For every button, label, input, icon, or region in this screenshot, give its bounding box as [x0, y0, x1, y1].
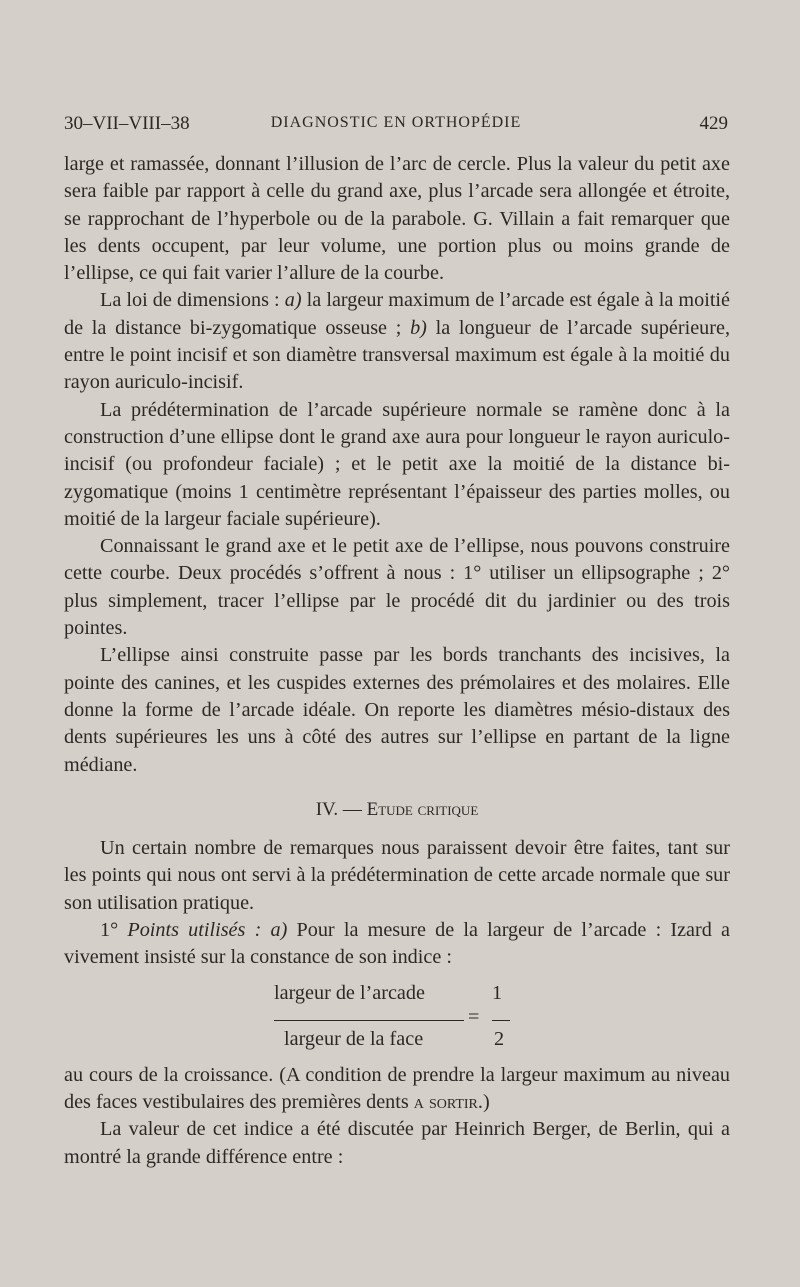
paragraph-4: Connaissant le grand axe et le petit axe de l’ellipse, nous pouvons construire cette courbe. Deux procédés s’offrent à nous : 1° utiliser un ellipsographe ; 2° plus simplement, tracer l’ellipse par le procédé dit du jardinier ou des trois pointes.: [64, 535, 730, 640]
fraction-bar-right: [492, 1020, 510, 1021]
header-title: DIAGNOSTIC EN ORTHOPÉDIE: [270, 114, 522, 131]
p2-a: a): [284, 289, 302, 312]
paragraph-9: La valeur de cet indice a été discutée par Heinrich Berger, de Berlin, qui a montré la grande différence entre :: [64, 1118, 730, 1168]
p2-b: b): [410, 316, 427, 339]
paragraph-6: Un certain nombre de remarques nous paraissent devoir être faites, tant sur les points qui nous ont servi à la prédétermination de cette arcade normale que sur son utilisation pratique.: [64, 837, 730, 914]
paragraph-5: L’ellipse ainsi construite passe par les bords tranchants des incisives, la pointe des canines, et les cuspides externes des prémolaires et des molaires. Elle donne la forme de l’arcade idéale. On reporte les diamètres mésio-distaux des dents supérieures les uns à côté des autres sur l’ellipse en partant de la ligne médiane.: [64, 644, 730, 776]
formula-denominator: largeur de la face: [284, 1027, 424, 1050]
p7-rest: Pour la mesure de la largeur de l’arcade : Izard a vivement insisté sur la constance de son indice :: [64, 919, 730, 969]
paragraph-1: large et ramassée, donnant l’illusion de l’arc de cercle. Plus la valeur du petit axe sera faible par rapport à celle du grand axe, plus l’arcade sera allongée et étroite, se rapprochant de l’hyperbole ou de la parabole. G. Villain a fait remarquer que les dents occupent, par leur volume, une portion plus ou moins grande de l’ellipse, ce qui fait varier l’allure de la courbe.: [64, 153, 730, 285]
p2-start: La loi de dimensions :: [100, 289, 285, 312]
p8-smallcaps: a sortir: [413, 1090, 478, 1113]
page-number: 429: [699, 113, 728, 134]
p7-italic: Points utilisés : a): [127, 919, 288, 942]
header-code: 30–VII–VIII–38: [64, 113, 190, 134]
formula-right-denominator: 2: [494, 1027, 505, 1050]
formula-equals: =: [468, 1005, 480, 1028]
formula: [64, 980, 730, 1060]
paragraph-7: [64, 917, 730, 972]
running-header: [64, 113, 728, 139]
formula-numerator: largeur de l’arcade: [274, 981, 425, 1004]
paragraph-8: [64, 1062, 730, 1117]
p7-num: 1°: [100, 919, 128, 942]
section-title: IV. — Etude critique: [315, 798, 479, 820]
paragraph-2: [64, 287, 730, 396]
body-text: [64, 151, 730, 1171]
p8-end: .): [477, 1090, 490, 1113]
formula-right-numerator: 1: [492, 981, 503, 1004]
p2-end: la longueur de l’arcade supérieure, entre le point incisif et son diamètre transversal maximum est égale à la moitié du rayon auriculo-incisif.: [64, 316, 730, 394]
fraction-bar: [274, 1020, 464, 1021]
paragraph-3: La prédétermination de l’arcade supérieure normale se ramène donc à la construction d’une ellipse dont le grand axe aura pour longueur le rayon auriculo-incisif (ou profondeur faciale) ; et le petit axe la moitié de la distance bi-zygomatique (moins 1 centimètre représentant l’épaisseur des parties molles, ou moitié de la largeur faciale supérieure).: [64, 398, 730, 530]
p8-start: au cours de la croissance. (A condition de prendre la largeur maximum au niveau des faces vestibulaires des premières dents: [64, 1063, 730, 1113]
p2-mid: la largeur maximum de l’arcade est égale à la moitié de la distance bi-zygomatique osseuse ;: [64, 289, 730, 339]
